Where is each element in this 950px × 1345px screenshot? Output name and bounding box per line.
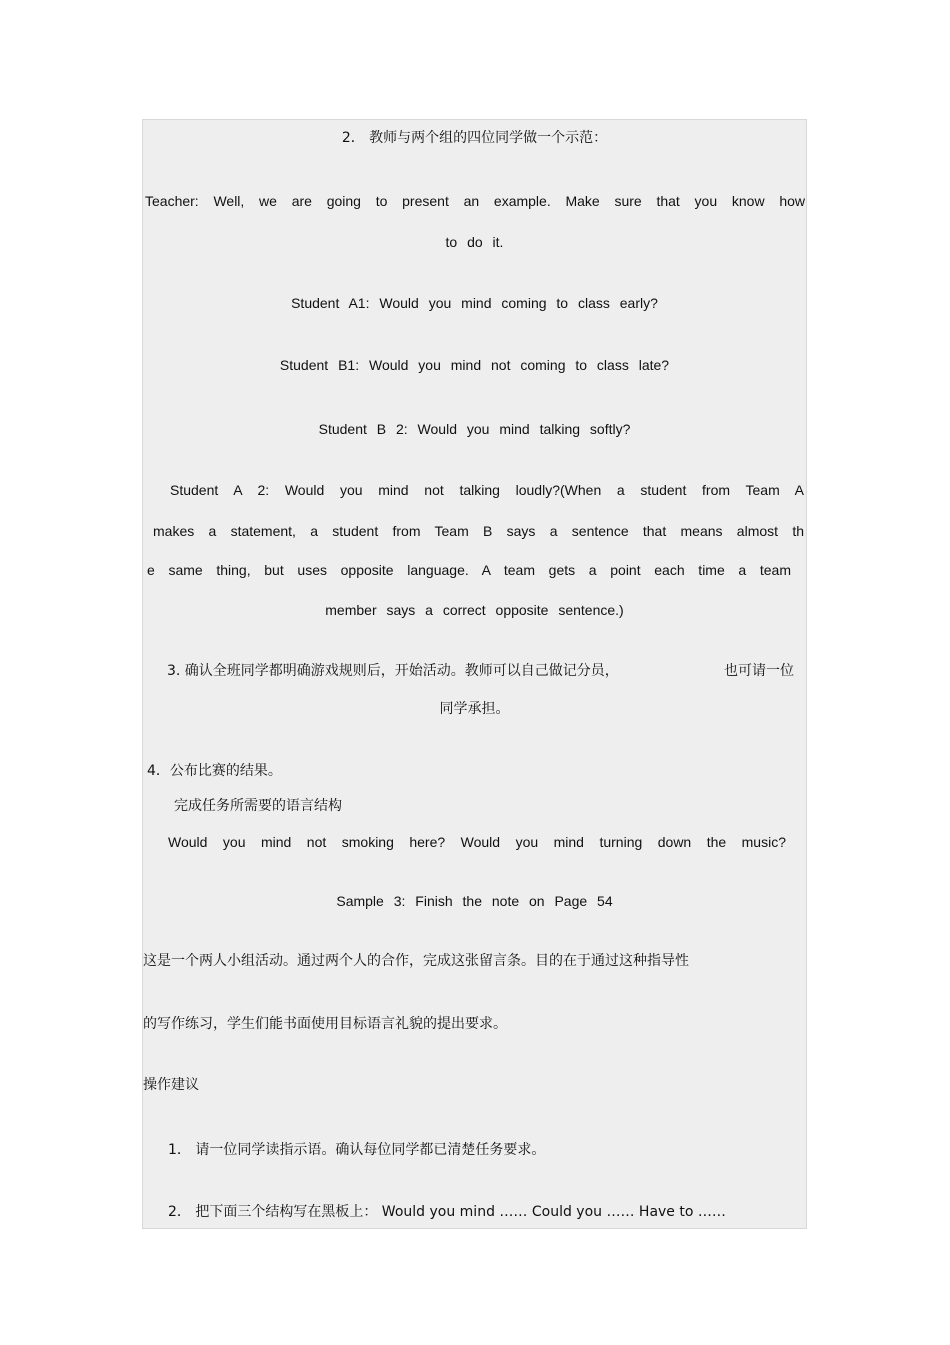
- step-3-text-end: 也可请一位: [724, 663, 794, 679]
- language-structure-heading: 完成任务所需要的语言结构: [174, 798, 342, 814]
- step-2-heading: 2． 教师与两个组的四位同学做一个示范：: [341, 130, 608, 146]
- rules-line-3: member says a correct opposite sentence.): [325, 602, 624, 618]
- teacher-line-cont: to do it.: [445, 234, 504, 250]
- student-b1-line: Student B1: Would you mind not coming to class late?: [279, 357, 670, 373]
- suggestion-2: 2． 把下面三个结构写在黑板上： Would you mind …… Could you …… Have to ……: [168, 1204, 726, 1220]
- activity-description: 这是一个两人小组活动。通过两个人的合作，完成这张留言条。目的在于通过这种指导性: [143, 953, 689, 969]
- teacher-line: Teacher: Well, we are going to present an example. Make sure that you know how: [145, 193, 805, 209]
- student-b2-line: Student B 2: Would you mind talking softly?: [318, 421, 631, 437]
- student-a1-line: Student A1: Would you mind coming to class early?: [291, 295, 658, 311]
- suggestion-1: 1． 请一位同学读指示语。确认每位同学都已清楚任务要求。: [168, 1142, 546, 1158]
- rules-line-1: makes a statement, a student from Team B says a sentence that means almost th: [153, 523, 804, 539]
- sample-3-heading: Sample 3: Finish the note on Page 54: [336, 893, 613, 909]
- suggestions-heading: 操作建议: [143, 1077, 199, 1093]
- language-structure-examples: Would you mind not smoking here? Would you mind turning down the music?: [168, 834, 786, 850]
- activity-description-cont: 的写作练习，学生们能书面使用目标语言礼貌的提出要求。: [143, 1016, 507, 1032]
- student-a2-line: Student A 2: Would you mind not talking loudly?(When a student from Team A: [170, 482, 804, 498]
- step-4-text: 4．公布比赛的结果。: [147, 763, 282, 779]
- step-3-text: 3. 确认全班同学都明确游戏规则后，开始活动。教师可以自己做记分员，: [167, 663, 619, 679]
- step-3-text-cont: 同学承担。: [439, 701, 510, 717]
- rules-line-2: e same thing, but uses opposite language. A team gets a point each time a team: [147, 562, 791, 578]
